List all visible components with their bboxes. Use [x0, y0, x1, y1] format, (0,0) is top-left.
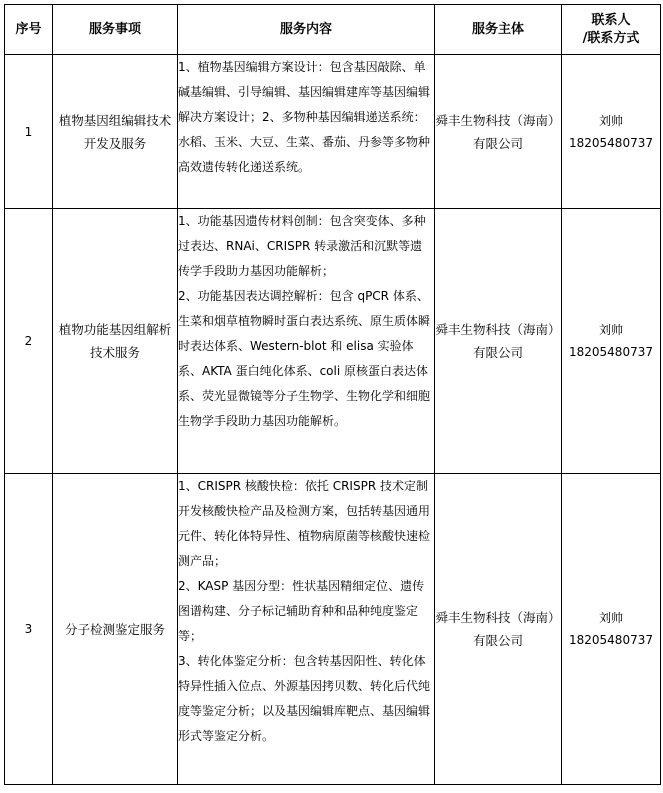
row-item: 植物基因组编辑技术开发及服务 [53, 55, 178, 209]
content-paragraph: 3、转化体鉴定分析：包含转基因阳性、转化体特异性插入位点、外源基因拷贝数、转化后代纯度等鉴定分析；以及基因编辑库靶点、基因编辑形式等鉴定分析。 [178, 654, 431, 743]
table-row [5, 209, 661, 474]
header-contact-line1: 联系人 [591, 12, 631, 28]
row-content [178, 55, 435, 209]
row-contact [562, 474, 661, 785]
contact-phone: 18205480737 [569, 345, 653, 359]
header-contact-line2: /联系方式 [582, 30, 640, 46]
contact-name: 刘帅 [598, 611, 623, 625]
content-paragraph: 1、植物基因编辑方案设计：包含基因敲除、单碱基编辑、引导编辑、基因编辑建库等基因编辑解决方案设计；2、多物种基因编辑递送系统：水稻、玉米、大豆、生菜、番茄、丹参等多物种高效遗传转化递送系统。 [178, 60, 431, 174]
header-content: 服务内容 [178, 5, 435, 55]
header-contact [562, 5, 661, 55]
row-content [178, 209, 435, 474]
table-row [5, 55, 661, 209]
contact-name: 刘帅 [598, 113, 623, 128]
contact-phone: 18205480737 [569, 135, 653, 150]
header-subject: 服务主体 [435, 5, 562, 55]
row-index: 2 [5, 209, 53, 474]
content-paragraph: 1、CRISPR 核酸快检：依托 CRISPR 技术定制开发核酸快检产品及检测方案，包括转基因通用元件、转化体特异性、植物病原菌等核酸快速检测产品； [178, 479, 431, 568]
row-index: 3 [5, 474, 53, 785]
content-paragraph: 2、功能基因表达调控解析：包含 qPCR 体系、生菜和烟草植物瞬时蛋白表达系统、原生质体瞬时表达体系、Western-blot 和 elisa 实验体系、AKTA 蛋白纯化体系、coli 原核蛋白表达体系、荧光显微镜等分子生物学、生物化学和细胞生物学手段助力基因功能解析。 [178, 289, 431, 428]
header-index: 序号 [5, 5, 53, 55]
row-contact [562, 209, 661, 474]
row-item: 植物功能基因组解析技术服务 [53, 209, 178, 474]
content-paragraph: 1、功能基因遗传材料创制：包含突变体、多种过表达、RNAi、CRISPR 转录激活和沉默等遗传学手段助力基因功能解析； [178, 214, 426, 278]
row-contact [562, 55, 661, 209]
content-paragraph: 2、KASP 基因分型：性状基因精细定位、遗传图谱构建、分子标记辅助育种和品种纯度鉴定等； [178, 579, 425, 643]
row-item: 分子检测鉴定服务 [53, 474, 178, 785]
contact-name: 刘帅 [598, 323, 623, 337]
service-table [4, 4, 661, 785]
row-subject: 舜丰生物科技（海南）有限公司 [435, 55, 562, 209]
row-index: 1 [5, 55, 53, 209]
row-content [178, 474, 435, 785]
table-header-row [5, 5, 661, 55]
table-row [5, 474, 661, 785]
header-item: 服务事项 [53, 5, 178, 55]
contact-phone: 18205480737 [569, 633, 653, 647]
row-subject: 舜丰生物科技（海南）有限公司 [435, 209, 562, 474]
row-subject: 舜丰生物科技（海南）有限公司 [435, 474, 562, 785]
